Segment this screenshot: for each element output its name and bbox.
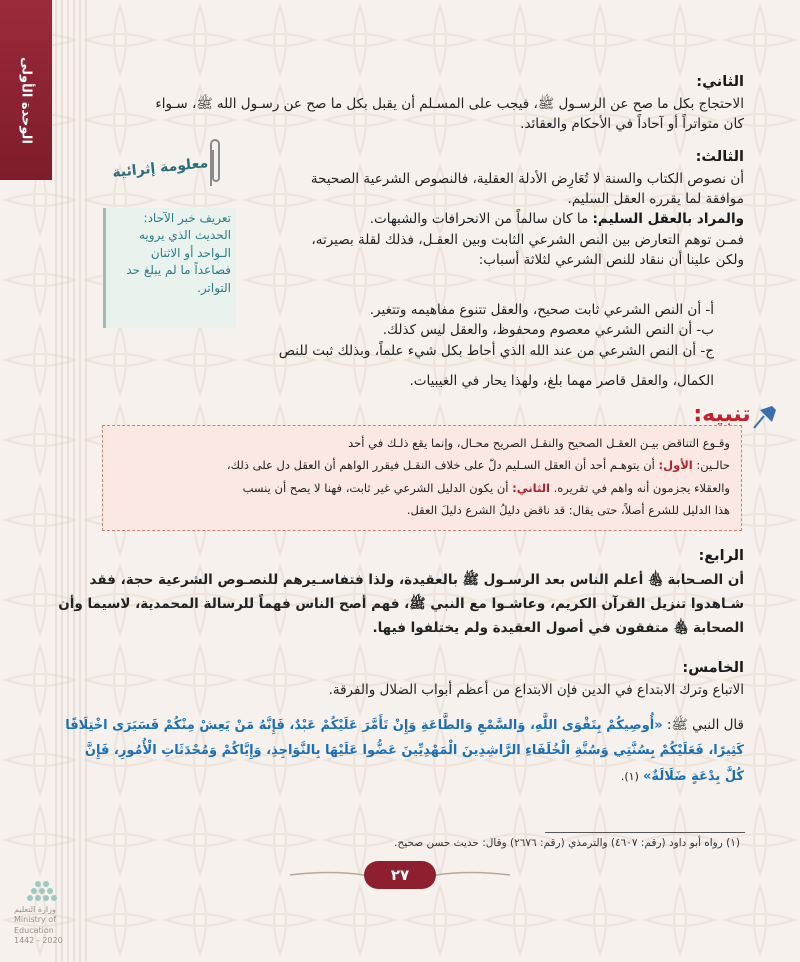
page-number: ٢٧	[364, 861, 436, 889]
reason-c-line-1: ج- أن النص الشرعي من عند الله الذي أحاط بكل شيء علماً، وبذلك ثبت للنص	[278, 342, 714, 359]
footnote: (١) رواه أبو داود (رقم: ٤٦٠٧) والترمذي (رقم: ٢٦٧٦) وقال: حديث حسن صحيح.	[394, 837, 740, 849]
info-line-1: تعريف خبر الآحاد:	[143, 211, 231, 225]
hadith-intro: قال النبي ﷺ:	[662, 717, 744, 733]
ministry-line-2: Ministry of Education	[14, 915, 56, 935]
reason-c-line-2: الكمال، والعقل قاصر مهما بلغ، ولهذا يحار في الغيبيات.	[409, 373, 714, 389]
reason-c-continued	[154, 371, 714, 391]
hadith-line-2: كَثِيرًا، فَعَلَيْكُمْ بِسُنَّتِي وَسُنَّةِ الْخُلَفَاءِ الرَّاشِدِينَ الْمَهْدِيِّينَ عَضُّوا عَلَيْهَا بِالنَّوَاجِذِ، وَإِيَّاكُمْ وَمُحْدَثَاتِ الْأُمُورِ، فَإِنَّ	[84, 743, 744, 759]
enrichment-info-text	[103, 210, 231, 297]
warning-line-3-post: أن يكون الدليل الشرعي غير ثابت، فهنا لا يصح أن ينسب	[242, 480, 513, 495]
hadith-text-1: «أُوصِيكُمْ بِتَقْوَى اللَّهِ، وَالسَّمْعِ وَالطَّاعَةِ وَإِنْ تَأَمَّرَ عَلَيْكُمْ عَبْدٌ، فَإِنَّهُ مَنْ يَعِشْ مِنْكُمْ فَسَيَرَى اخْتِلَافًا	[65, 718, 663, 733]
warning-title: تنبيه:	[693, 402, 751, 427]
hadith-reference: (١).	[620, 769, 639, 783]
sound-mind-definition	[249, 209, 744, 229]
section-fourth-line-1: أن الصـحابة ﵃ أعلم الناس بعد الرسـول ﷺ بالعقيدة، ولذا فتفاسـيرهم للنصـوص الشرعية حجة، فقد	[89, 572, 744, 589]
margin-decorative-lines	[52, 0, 96, 962]
illusion-line-2: ولكن علينا أن ننقاد للنص الشرعي لثلاثة أسباب:	[478, 251, 744, 268]
section-third	[249, 147, 744, 270]
hadith-text-3: كُلَّ بِدْعَةٍ ضَلَالَةٌ»	[643, 768, 744, 784]
warning-text	[120, 432, 730, 522]
hadith-line-1	[44, 712, 744, 738]
reason-b: ب- أن النص الشرعي معصوم ومحفوظ، والعقل ليس كذلك.	[382, 322, 714, 339]
warning-first-label: الأول:	[658, 458, 693, 473]
section-second-heading: الثاني:	[696, 74, 744, 90]
hadith-line-3	[44, 764, 744, 789]
warning-line-2	[120, 454, 730, 476]
warning-line-3	[120, 477, 730, 499]
pin-icon	[750, 402, 780, 432]
warning-line-4: هذا الدليل للشرع أصلاً، حتى يقال: قد ناقض دليلُ الشرع دليلَ العقل.	[406, 503, 730, 518]
info-line-4: فصاعداً ما لم يبلغ حد	[126, 263, 231, 278]
ministry-label	[14, 905, 84, 947]
info-line-2: الحديث الذي يرويه	[139, 228, 231, 243]
section-fifth-line: الاتباع وترك الابتداع في الدين فإن الابتداع من أعظم أبواب الضلال والفرقة.	[328, 682, 744, 699]
section-third-line-2: موافقة لما يقرره العقل السليم.	[567, 191, 744, 207]
section-fourth-line-3: الصحابة ﵃ متفقون في أصول العقيدة ولم يختلفوا فيها.	[372, 619, 744, 636]
section-third-heading: الثالث:	[695, 149, 744, 165]
section-third-line-1: أن نصوص الكتاب والسنة لا تُعَارِض الأدلة العقلية، فالنصوص الشرعية الصحيحة	[310, 170, 744, 187]
unit-label: الوحدة الأولى	[18, 56, 34, 144]
warning-line-3-pre: والعقلاء يجزمون أنه واهم في تقريره.	[549, 480, 730, 495]
section-fourth	[44, 544, 744, 640]
reasons-list	[154, 300, 714, 361]
section-second	[54, 72, 744, 134]
ministry-line-3: 2020 - 1442	[14, 936, 63, 946]
section-fifth-heading: الخامس:	[682, 660, 744, 676]
ministry-line-1: وزارة التعليم	[14, 905, 56, 914]
hadith-block	[44, 712, 744, 789]
warning-line-2-pre: حالـين:	[692, 458, 730, 473]
section-fourth-line-2: شـاهدوا تنزيل القرآن الكريم، وعاشـوا مع النبي ﷺ، فهم أصح الناس فهماً للرسالة المحمدية، لاسيما وأن	[58, 596, 744, 612]
section-second-line-2: كان متواتراً أو آحاداً في الأحكام والعقائد.	[520, 116, 744, 132]
illusion-line-1: فمـن توهم التعارض بين النص الشرعي الثابت وبين العقـل، فذلك لقلة بصيرته،	[311, 231, 744, 248]
reason-a: أ- أن النص الشرعي ثابت صحيح، والعقل تتنوع مفاهيمه وتتغير.	[369, 302, 714, 318]
sound-mind-label: والمراد بالعقل السليم:	[592, 211, 744, 228]
section-second-line-1: الاحتجاج بكل ما صح عن الرسـول ﷺ، فيجب على المسـلم أن يقبل بكل ما صح عن رسـول الله ﷺ، سـواء	[155, 95, 744, 112]
info-line-3: الـواحد أو الاثنان	[150, 245, 231, 260]
sound-mind-text: ما كان سالماً من الانحرافات والشبهات.	[369, 211, 589, 228]
enrichment-info-title: معلومة إثرائية	[111, 155, 209, 182]
warning-line-1: وقـوع التناقض بيـن العقـل الصحيح والنقـل الصريح محـال، وإنما يقع ذلـك في أحد	[348, 436, 730, 450]
ministry-logo-icon	[24, 878, 64, 904]
footnote-separator	[545, 832, 745, 833]
info-line-5: التواتر.	[197, 280, 231, 295]
section-fifth	[44, 657, 744, 702]
warning-second-label: الثاني:	[512, 480, 550, 495]
section-fourth-heading: الرابع:	[698, 548, 744, 564]
warning-line-2-post: أن يتوهـم أحد أن العقل السـليم دلّ على خلاف النقـل فيقرر الواهم أن العقل دل على ذلك،	[226, 458, 659, 473]
